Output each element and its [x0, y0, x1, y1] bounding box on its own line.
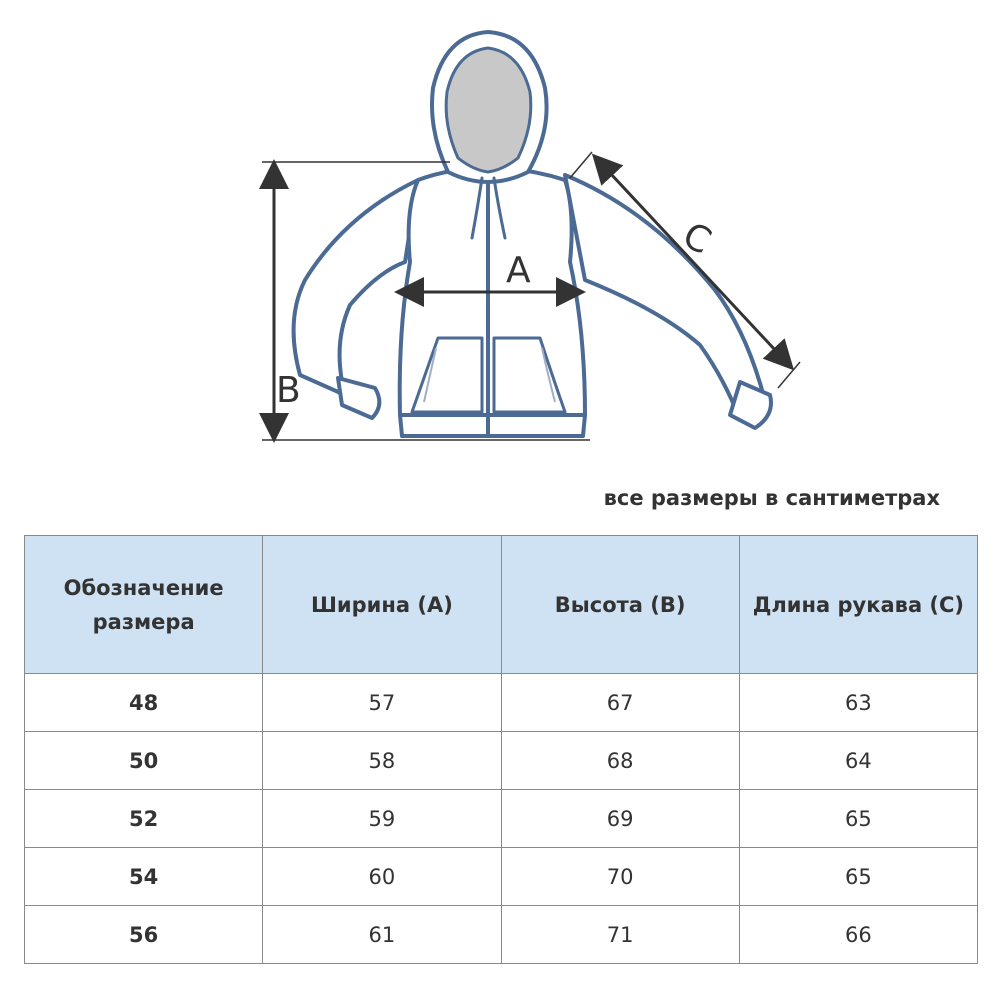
- right-cuff: [730, 382, 771, 428]
- sleeve-value: 65: [739, 848, 977, 906]
- sleeve-value: 64: [739, 732, 977, 790]
- table-row: [25, 674, 978, 732]
- width-value: 61: [263, 906, 501, 964]
- width-value: 57: [263, 674, 501, 732]
- size-value: 48: [25, 674, 263, 732]
- dimension-c-tick-top: [570, 152, 592, 178]
- width-value: 58: [263, 732, 501, 790]
- table-row: [25, 848, 978, 906]
- height-value: 67: [501, 674, 739, 732]
- height-value: 69: [501, 790, 739, 848]
- units-note: все размеры в сантиметрах: [603, 486, 940, 510]
- hood-inner: [446, 48, 531, 172]
- height-value: 68: [501, 732, 739, 790]
- dimension-c-label: C: [676, 214, 718, 263]
- height-value: 71: [501, 906, 739, 964]
- header-height: Высота (B): [501, 536, 739, 674]
- table-row: [25, 732, 978, 790]
- dimension-b-label: B: [276, 370, 301, 411]
- header-size: Обозначение размера: [25, 536, 263, 674]
- left-cuff: [338, 378, 379, 418]
- width-value: 59: [263, 790, 501, 848]
- sleeve-value: 65: [739, 790, 977, 848]
- header-sleeve: Длина рукава (C): [739, 536, 977, 674]
- table-header-row: [25, 536, 978, 674]
- height-value: 70: [501, 848, 739, 906]
- header-width: Ширина (A): [263, 536, 501, 674]
- size-table: [24, 535, 978, 964]
- dimension-a-label: A: [506, 250, 531, 291]
- table-row: [25, 790, 978, 848]
- hoodie-size-diagram: [0, 0, 1000, 460]
- size-value: 56: [25, 906, 263, 964]
- size-value: 52: [25, 790, 263, 848]
- hoodie-illustration: [0, 0, 1000, 460]
- size-value: 54: [25, 848, 263, 906]
- right-sleeve: [565, 175, 762, 420]
- size-value: 50: [25, 732, 263, 790]
- sleeve-value: 63: [739, 674, 977, 732]
- hoodie-waistband: [400, 415, 585, 436]
- width-value: 60: [263, 848, 501, 906]
- sleeve-value: 66: [739, 906, 977, 964]
- table-row: [25, 906, 978, 964]
